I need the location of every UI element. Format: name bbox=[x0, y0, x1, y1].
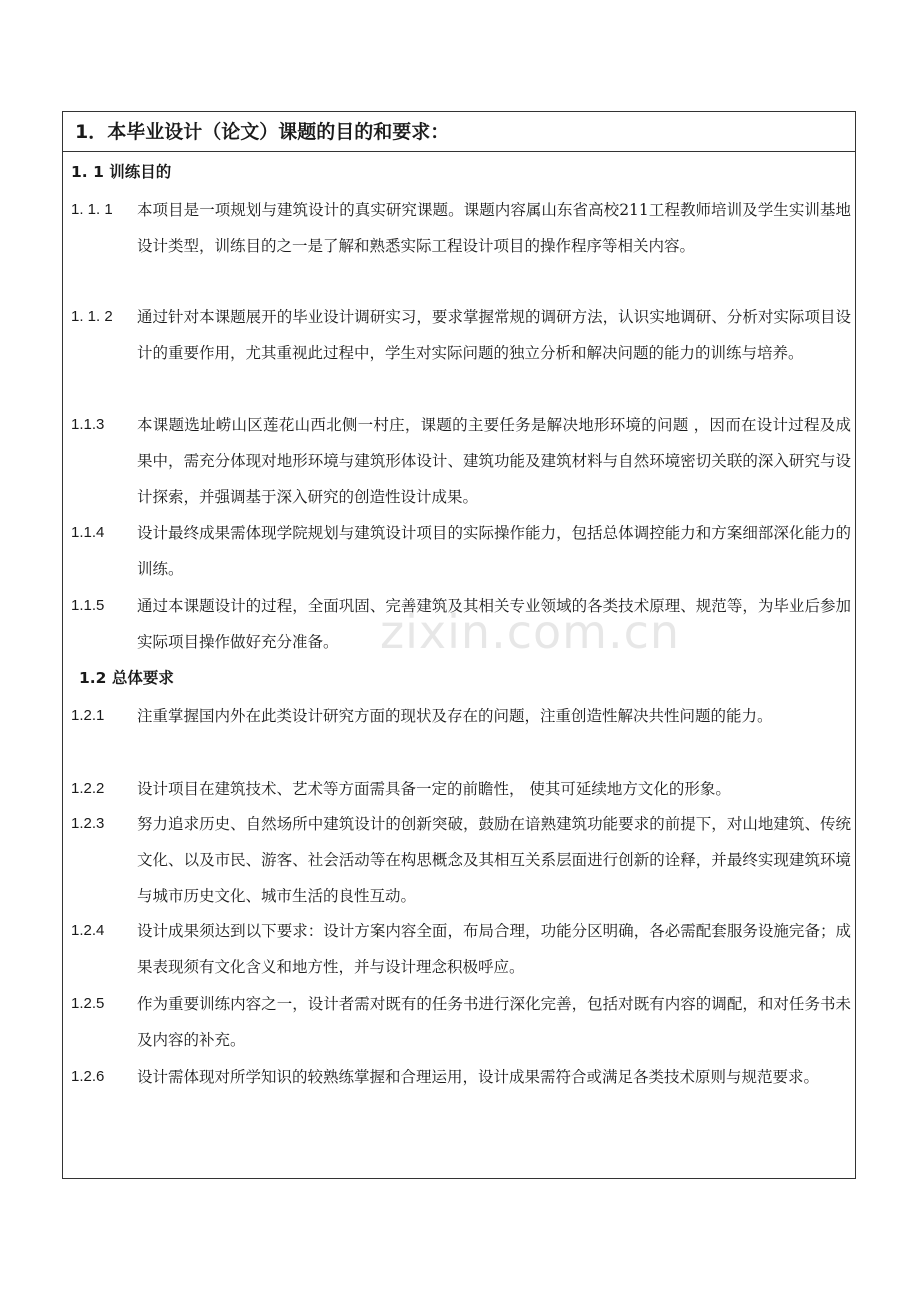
item-number: 1. 1. 2 bbox=[71, 308, 113, 325]
section-title-general-requirements: 1.2 总体要求 bbox=[79, 669, 174, 687]
item-number: 1.2.1 bbox=[71, 707, 105, 724]
item-number: 1.2.3 bbox=[71, 815, 105, 832]
item-text: 设计成果须达到以下要求：设计方案内容全面，布局合理，功能分区明确，各必需配套服务设施完备；成果表现须有文化含义和地方性，并与设计理念积极呼应。 bbox=[137, 922, 851, 976]
item-text: 本项目是一项规划与建筑设计的真实研究课题。课题内容属山东省高校211工程教师培训及学生实训基地设计类型，训练目的之一是了解和熟悉实际工程设计项目的操作程序等相关内容。 bbox=[137, 201, 851, 255]
item-text: 通过本课题设计的过程，全面巩固、完善建筑及其相关专业领域的各类技术原理、规范等，为毕业后参加实际项目操作做好充分准备。 bbox=[137, 597, 851, 651]
item-number: 1.2.2 bbox=[71, 780, 105, 797]
item-number: 1.2.5 bbox=[71, 995, 105, 1012]
section-title-training-goals: 1. 1 训练目的 bbox=[71, 163, 172, 181]
item-text: 注重掌握国内外在此类设计研究方面的现状及存在的问题，注重创造性解决共性问题的能力。 bbox=[137, 707, 773, 725]
page-title: 1．本毕业设计（论文）课题的目的和要求： bbox=[63, 112, 855, 152]
item-number: 1.1.4 bbox=[71, 524, 105, 541]
watermark: zixin.com.cn bbox=[380, 605, 681, 659]
item-text: 设计最终成果需体现学院规划与建筑设计项目的实际操作能力，包括总体调控能力和方案细部深化能力的训练。 bbox=[137, 524, 851, 578]
item-number: 1. 1. 1 bbox=[71, 201, 113, 218]
item-text: 努力追求历史、自然场所中建筑设计的创新突破，鼓励在谙熟建筑功能要求的前提下，对山地建筑、传统文化、以及市民、游客、社会活动等在构思概念及其相互关系层面进行创新的诠释，并最终实现建筑环境与城市历史文化、城市生活的良性互动。 bbox=[137, 815, 851, 905]
item-text: 作为重要训练内容之一，设计者需对既有的任务书进行深化完善，包括对既有内容的调配，和对任务书未及内容的补充。 bbox=[137, 995, 851, 1049]
item-number: 1.2.6 bbox=[71, 1068, 105, 1085]
item-text: 本课题选址崂山区莲花山西北侧一村庄，课题的主要任务是解决地形环境的问题 ，因而在设计过程及成果中，需充分体现对地形环境与建筑形体设计、建筑功能及建筑材料与自然环境密切关联的深入研究与设计探索，并强调基于深入研究的创造性设计成果。 bbox=[137, 416, 851, 506]
item-text: 通过针对本课题展开的毕业设计调研实习，要求掌握常规的调研方法，认识实地调研、分析对实际项目设计的重要作用，尤其重视此过程中，学生对实际问题的独立分析和解决问题的能力的训练与培养。 bbox=[137, 308, 851, 362]
item-text: 设计需体现对所学知识的较熟练掌握和合理运用，设计成果需符合或满足各类技术原则与规范要求。 bbox=[137, 1068, 820, 1086]
item-number: 1.1.5 bbox=[71, 597, 105, 614]
item-number: 1.2.4 bbox=[71, 922, 105, 939]
item-text: 设计项目在建筑技术、艺术等方面需具备一定的前瞻性， 使其可延续地方文化的形象。 bbox=[137, 780, 731, 798]
item-number: 1.1.3 bbox=[71, 416, 105, 433]
